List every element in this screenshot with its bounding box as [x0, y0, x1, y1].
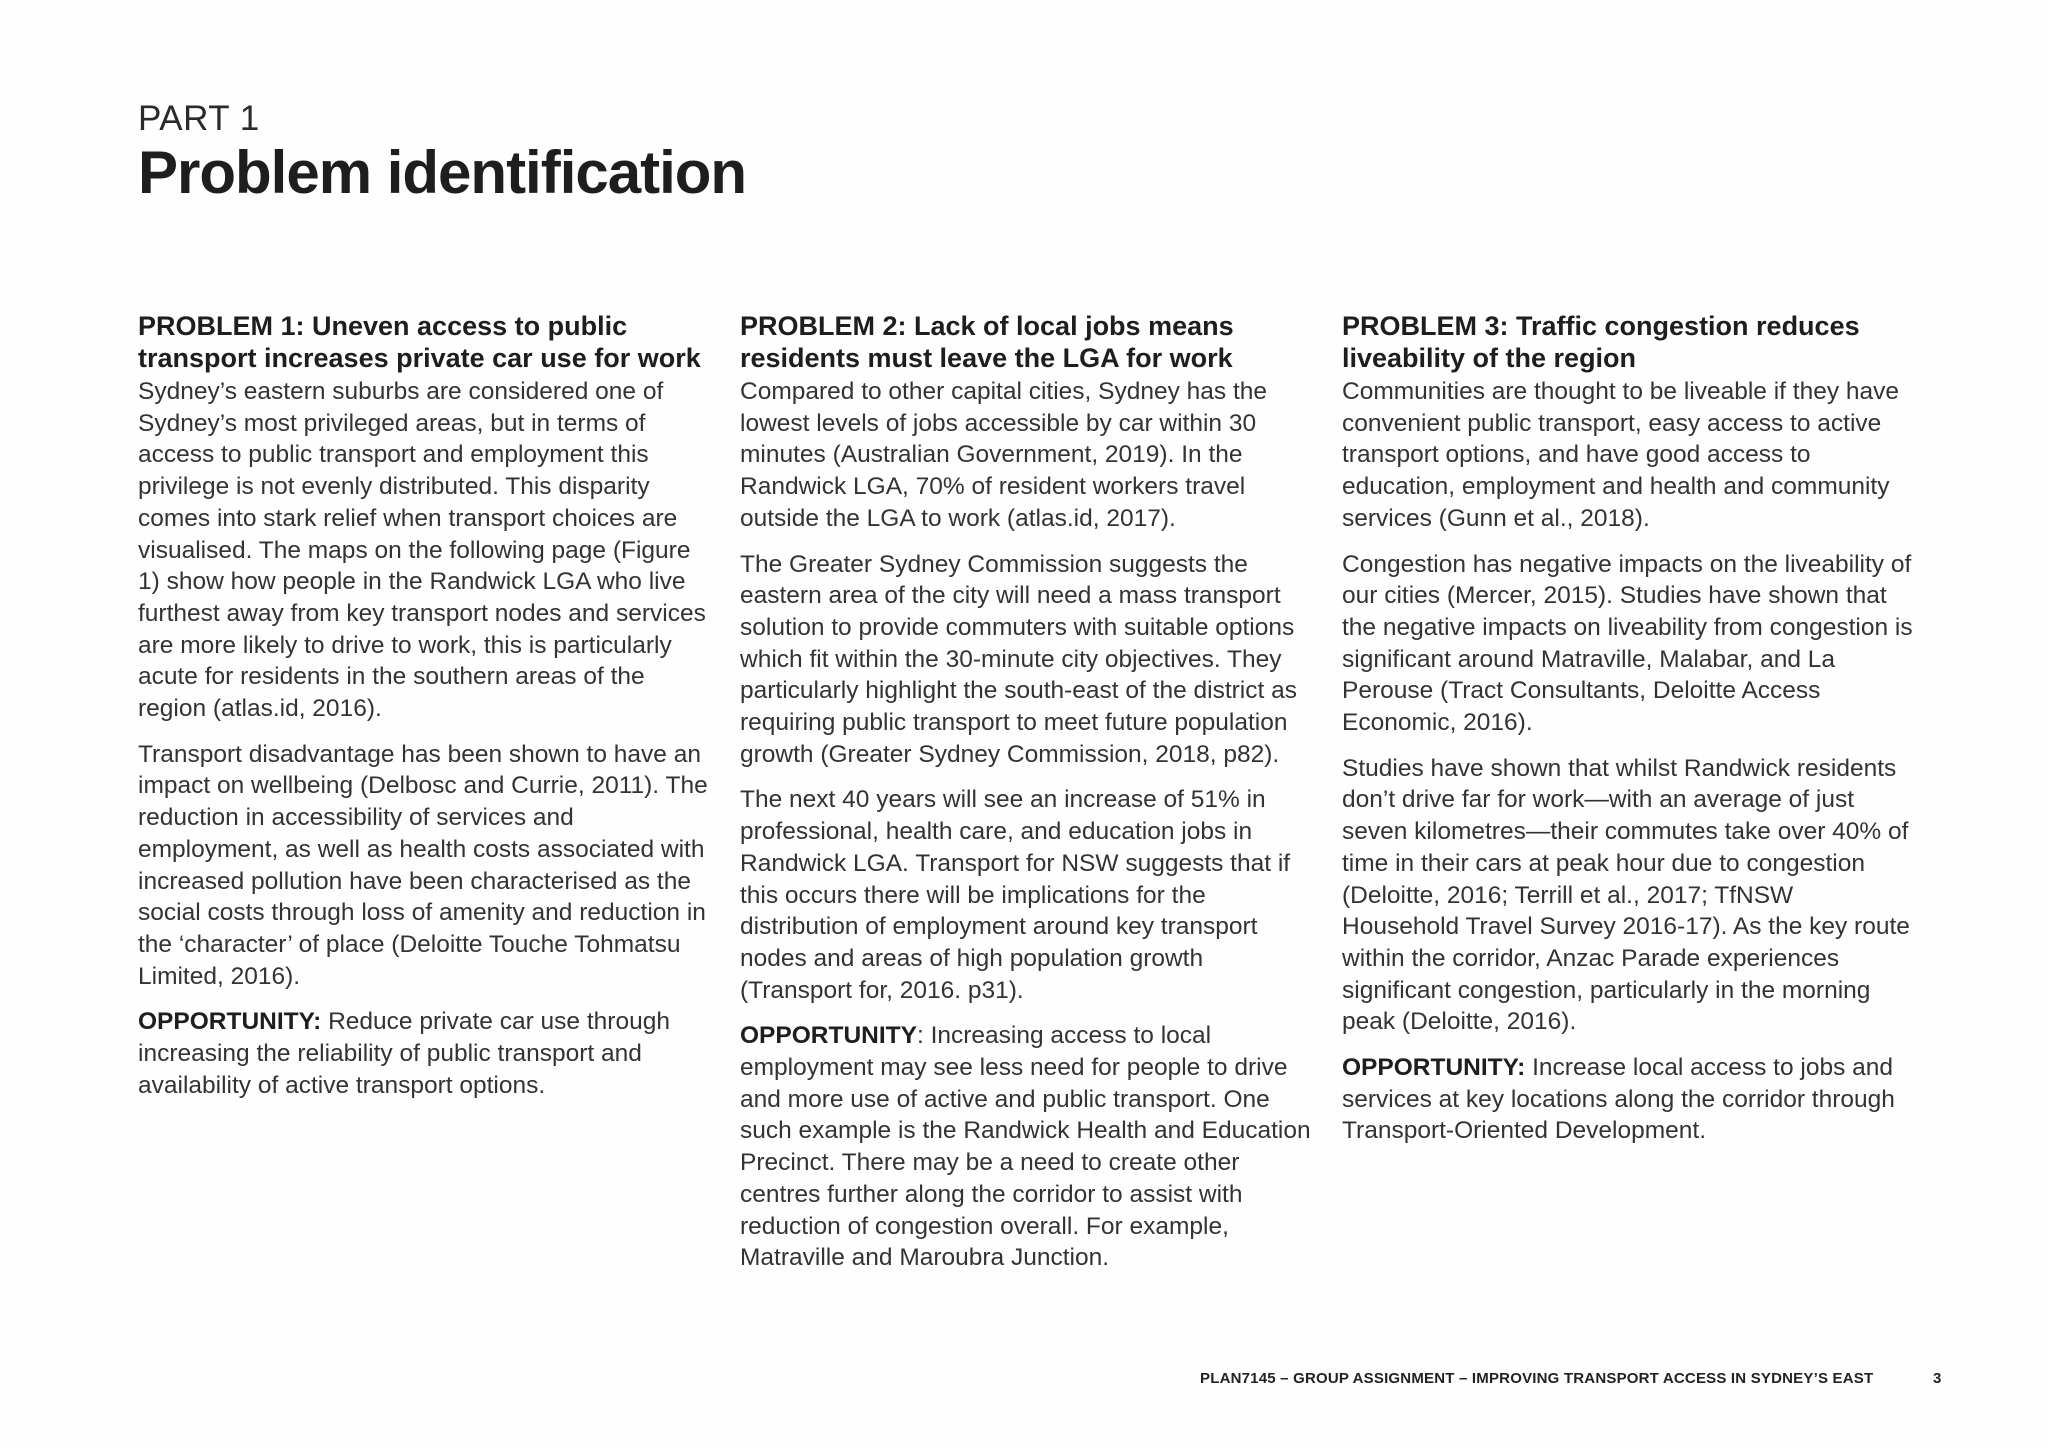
opportunity-label: OPPORTUNITY:: [1342, 1054, 1526, 1082]
problem-1-paragraph-1: Sydney’s eastern suburbs are considered one of Sydney’s most privileged areas, but in terms of access to public transport and employment this privilege is not evenly distributed. This disparity comes into stark relief when transport choices are visualised. The maps on the following page (Figure 1) show how people in the Randwick LGA who live furthest away from key transport nodes and services are more likely to drive to work, this is particularly acute for residents in the southern areas of the region (atlas.id, 2016).: [138, 378, 706, 723]
problem-2-heading: PROBLEM 2: Lack of local jobs means residents must leave the LGA for work: [740, 311, 1234, 373]
problem-2-column: [740, 310, 1312, 1288]
problem-3-paragraph-1: Communities are thought to be liveable if they have convenient public transport, easy access to active transport options, and have good access to education, employment and health and community services (Gunn et al., 2018).: [1342, 378, 1900, 532]
footer-text: PLAN7145 – GROUP ASSIGNMENT – IMPROVING TRANSPORT ACCESS IN SYDNEY’S EAST: [1200, 1370, 1874, 1387]
problem-3-column: [1342, 310, 1914, 1161]
problem-2-paragraph-3: The next 40 years will see an increase of 51% in professional, health care, and education jobs in Randwick LGA. Transport for NSW suggests that if this occurs there will be implications for the distribution of employment around key transport nodes and areas of high population growth (Transport for, 2016. p31).: [740, 786, 1291, 1004]
opportunity-text: : Increasing access to local employment may see less need for people to drive and more use of active and public transport. One such example is the Randwick Health and Education Precinct. There may be a need to create other centres further along the corridor to assist with reduction of congestion overall. For example, Matraville and Maroubra Junction.: [740, 1022, 1311, 1272]
opportunity-text: Increase local access to jobs and services at key locations along the corridor through Transport-Oriented Development.: [1342, 1054, 1895, 1145]
part-label: PART 1: [138, 99, 260, 138]
page-title: Problem identification: [138, 139, 747, 206]
problem-2-opportunity: [740, 1020, 1312, 1274]
problem-3-heading: PROBLEM 3: Traffic congestion reduces liveability of the region: [1342, 311, 1860, 373]
problem-1-column: [138, 310, 710, 1115]
problem-3-paragraph-2: Congestion has negative impacts on the liveability of our cities (Mercer, 2015). Studies have shown that the negative impacts on liveability from congestion is significant around Matraville, Malabar, and La Perouse (Tract Consultants, Deloitte Access Economic, 2016).: [1342, 550, 1913, 737]
problem-1-paragraph-2: Transport disadvantage has been shown to have an impact on wellbeing (Delbosc and Currie, 2011). The reduction in accessibility of services and employment, as well as health costs associated with increased pollution have been characterised as the social costs through loss of amenity and reduction in the ‘character’ of place (Deloitte Touche Tohmatsu Limited, 2016).: [138, 740, 708, 990]
problem-1-heading: PROBLEM 1: Uneven access to public transport increases private car use for work: [138, 311, 701, 373]
opportunity-label: OPPORTUNITY: [740, 1022, 917, 1050]
problem-3-paragraph-3: Studies have shown that whilst Randwick residents don’t drive far for work—with an average of just seven kilometres—their commutes take over 40% of time in their cars at peak hour due to congestion (Deloitte, 2016; Terrill et al., 2017; TfNSW Household Travel Survey 2016-17). As the key route within the corridor, Anzac Parade experiences significant congestion, particularly in the morning peak (Deloitte, 2016).: [1342, 754, 1910, 1036]
page-number: 3: [1933, 1370, 1942, 1387]
opportunity-label: OPPORTUNITY:: [138, 1008, 322, 1036]
problem-2-paragraph-1: Compared to other capital cities, Sydney has the lowest levels of jobs accessible by car within 30 minutes (Australian Government, 2019). In the Randwick LGA, 70% of resident workers travel outside the LGA to work (atlas.id, 2017).: [740, 378, 1268, 532]
problem-1-opportunity: [138, 1006, 710, 1101]
opportunity-text: Reduce private car use through increasing the reliability of public transport and availability of active transport options.: [138, 1008, 670, 1099]
problem-2-paragraph-2: The Greater Sydney Commission suggests the eastern area of the city will need a mass transport solution to provide commuters with suitable options which fit within the 30-minute city objectives. They particularly highlight the south-east of the district as requiring public transport to meet future population growth (Greater Sydney Commission, 2018, p82).: [740, 550, 1297, 768]
problem-3-opportunity: [1342, 1052, 1914, 1147]
